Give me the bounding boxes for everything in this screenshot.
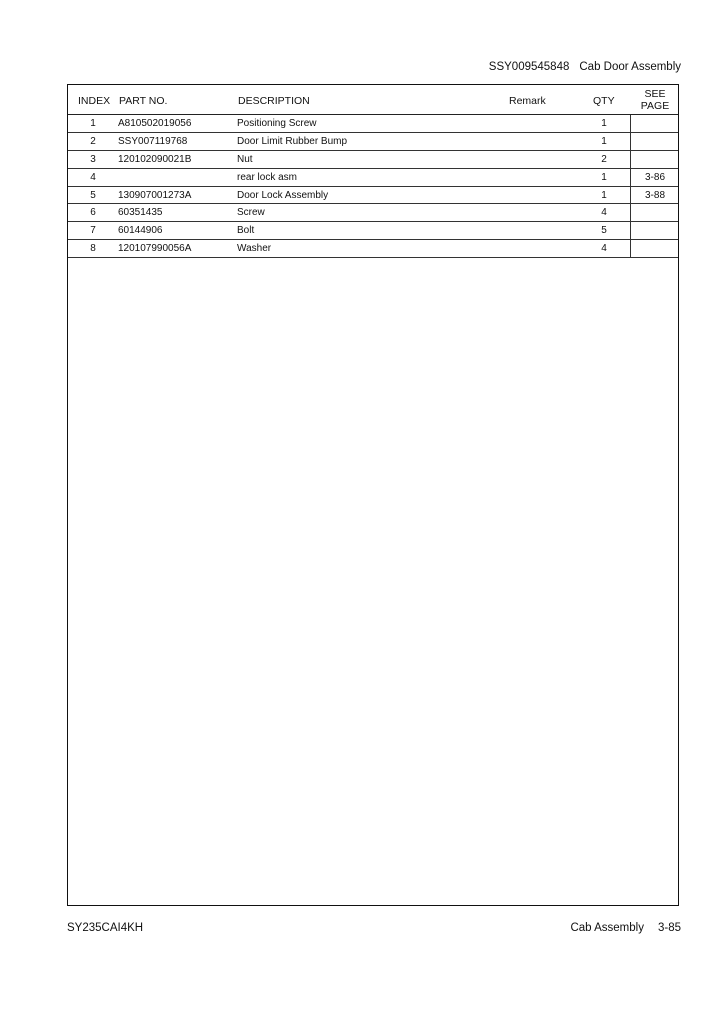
see-page-divider [630,222,631,239]
table-row [68,187,678,205]
column-header-index: INDEX [78,95,111,107]
see-page-divider [630,133,631,150]
cell-description: Positioning Screw [237,118,317,129]
cell-qty: 1 [601,189,607,201]
cell-qty: 2 [601,153,607,165]
see-page-divider [630,115,631,132]
table-row [68,151,678,169]
cell-description: Nut [237,153,253,165]
cell-index: 5 [90,189,96,201]
see-page-divider [630,240,631,257]
cell-qty: 4 [601,207,607,219]
cell-part-no: 60144906 [118,225,163,237]
assembly-name: Cab Door Assembly [579,61,681,73]
cell-part-no: 120102090021B [118,153,192,165]
cell-description: Door Lock Assembly [237,189,329,201]
cell-description: Washer [237,243,272,255]
cell-qty: 1 [601,118,607,129]
assembly-number: SSY009545848 [488,61,570,73]
cell-qty: 1 [601,171,607,183]
parts-table-frame [67,84,679,906]
footer-page-number: 3-85 [657,922,681,934]
cell-qty: 1 [601,135,607,147]
column-header-description: DESCRIPTION [238,95,310,107]
column-header-remark: Remark [509,95,546,107]
see-page-divider [630,204,631,221]
cell-see-page: 3-86 [644,171,665,183]
cell-index: 1 [90,118,96,129]
cell-part-no: 60351435 [118,207,163,219]
cell-part-no: 120107990056A [118,243,192,255]
cell-qty: 5 [601,225,607,237]
cell-index: 6 [90,207,96,219]
cell-description: Screw [237,207,265,219]
table-row [68,222,678,240]
cell-description: Bolt [237,225,255,237]
see-page-line2: PAGE [640,100,670,112]
footer-section: Cab Assembly [570,922,644,934]
cell-index: 3 [90,153,96,165]
cell-index: 4 [90,171,96,183]
cell-part-no: SSY007119768 [118,135,188,147]
cell-qty: 4 [601,243,607,255]
assembly-header [0,61,681,73]
column-header-part-no: PART NO. [119,95,168,107]
footer-model: SY235CAI4KH [67,922,144,934]
column-header-qty: QTY [593,95,615,107]
cell-index: 2 [90,135,96,147]
cell-part-no: 130907001273A [118,189,192,201]
parts-table-body [68,114,678,258]
cell-description: rear lock asm [237,171,298,183]
see-page-divider [630,151,631,168]
footer-page-info [0,922,681,934]
table-row [68,204,678,222]
table-row [68,115,678,133]
cell-part-no: A810502019056 [118,118,192,129]
cell-description: Door Limit Rubber Bump [237,135,348,147]
cell-index: 8 [90,243,96,255]
table-row [68,133,678,151]
table-row [68,240,678,258]
see-page-line1: SEE [644,88,666,100]
column-header-see-page [630,88,680,112]
cell-index: 7 [90,225,96,237]
cell-see-page: 3-88 [644,189,665,201]
table-row [68,169,678,187]
